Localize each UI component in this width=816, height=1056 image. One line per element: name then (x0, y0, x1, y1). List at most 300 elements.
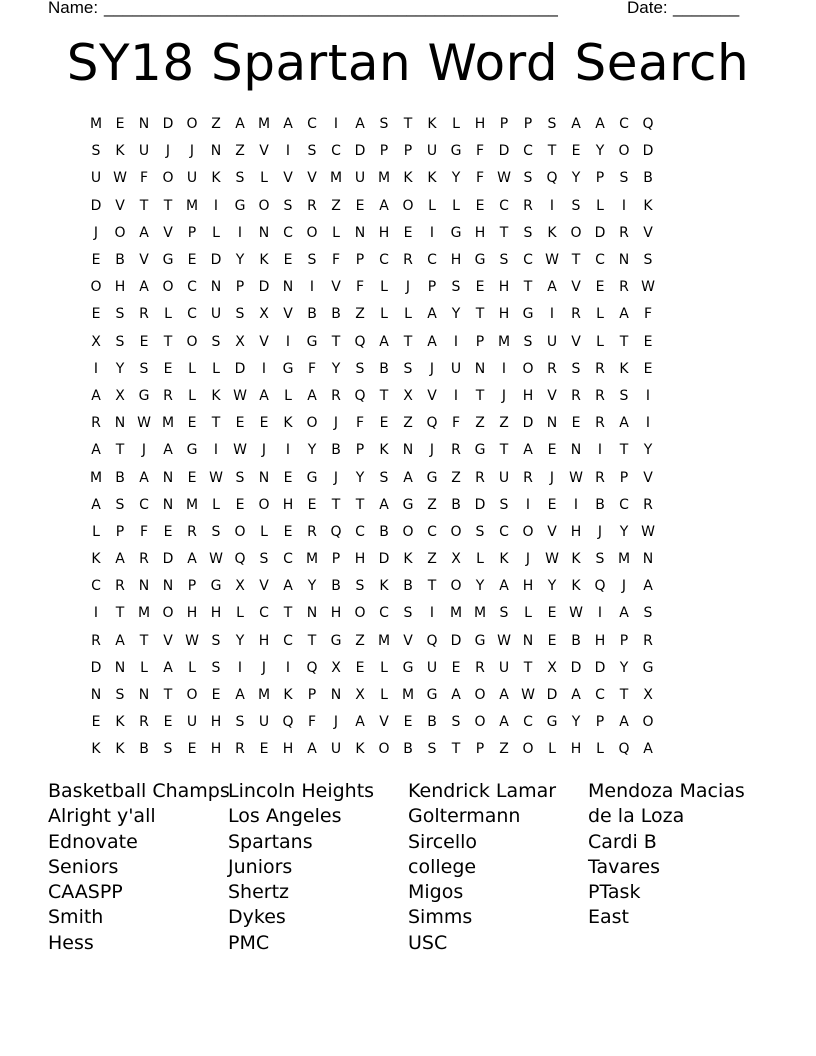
grid-letter: K (211, 170, 221, 187)
grid-letter: B (115, 469, 125, 486)
grid-letter: D (90, 197, 102, 214)
grid-letter: Q (594, 578, 606, 595)
grid-letter: C (619, 496, 629, 513)
grid-letter: I (333, 116, 339, 133)
grid-letter: G (426, 469, 438, 486)
grid-letter: S (211, 333, 221, 350)
grid-letter: S (619, 387, 629, 404)
grid-letter: T (619, 333, 629, 350)
word-list-item: Tavares (588, 855, 660, 878)
grid-letter: G (306, 333, 318, 350)
grid-letter: N (354, 224, 366, 241)
grid-letter: E (403, 224, 413, 241)
grid-letter: Y (307, 442, 317, 459)
grid-letter: X (331, 659, 341, 676)
grid-letter: Q (354, 387, 366, 404)
grid-letter: W (185, 632, 199, 649)
grid-letter: S (571, 197, 581, 214)
grid-letter: Y (571, 170, 581, 187)
grid-letter: O (450, 578, 462, 595)
grid-letter: F (307, 714, 317, 731)
grid-letter: L (596, 741, 604, 758)
grid-letter: T (499, 442, 509, 459)
grid-letter: I (573, 496, 579, 513)
grid-letter: H (570, 741, 582, 758)
grid-letter: I (549, 306, 555, 323)
word-list-column (48, 779, 228, 956)
grid-letter: P (475, 333, 485, 350)
grid-letter: D (378, 551, 390, 568)
grid-letter: V (547, 523, 557, 540)
grid-letter: E (235, 415, 245, 432)
grid-letter: R (595, 415, 605, 432)
grid-letter: P (379, 143, 389, 160)
grid-letter: A (259, 387, 269, 404)
grid-letter: H (474, 224, 486, 241)
grid-letter: E (451, 659, 461, 676)
grid-letter: R (91, 632, 101, 649)
grid-letter: N (546, 415, 558, 432)
grid-letter: L (284, 387, 292, 404)
grid-letter: V (643, 469, 653, 486)
grid-letter: J (93, 224, 99, 241)
grid-letter: A (115, 632, 125, 649)
grid-letter: C (187, 306, 197, 323)
grid-letter: F (355, 279, 365, 296)
grid-letter: R (91, 415, 101, 432)
grid-letter: A (379, 333, 389, 350)
grid-letter: C (307, 116, 317, 133)
grid-letter: T (163, 333, 173, 350)
grid-row (84, 383, 744, 410)
grid-letter: G (450, 143, 462, 160)
grid-letter: W (233, 387, 247, 404)
grid-letter: T (307, 632, 317, 649)
grid-letter: M (401, 687, 415, 704)
grid-row (84, 356, 744, 383)
grid-letter: A (139, 224, 149, 241)
grid-letter: N (522, 632, 534, 649)
grid-letter: Z (427, 496, 437, 513)
grid-letter: L (212, 496, 220, 513)
word-list-item: Shertz (228, 881, 290, 904)
grid-letter: O (570, 224, 582, 241)
grid-letter: J (501, 387, 507, 404)
grid-letter: C (355, 523, 365, 540)
grid-letter: E (115, 116, 125, 133)
grid-letter: P (475, 741, 485, 758)
grid-letter: H (498, 306, 510, 323)
grid-letter: E (91, 252, 101, 269)
grid-letter: Q (618, 741, 630, 758)
grid-row (84, 437, 744, 464)
grid-letter: C (283, 632, 293, 649)
grid-letter: W (545, 551, 559, 568)
grid-letter: Q (546, 170, 558, 187)
grid-row (84, 736, 744, 763)
grid-letter: B (379, 523, 389, 540)
grid-row (84, 193, 744, 220)
grid-letter: J (429, 360, 435, 377)
grid-letter: E (187, 469, 197, 486)
grid-letter: T (355, 496, 365, 513)
grid-letter: O (642, 714, 654, 731)
grid-letter: B (139, 741, 149, 758)
grid-letter: K (403, 551, 413, 568)
grid-letter: X (91, 333, 101, 350)
grid-letter: L (596, 197, 604, 214)
grid-letter: B (403, 741, 413, 758)
grid-row (84, 329, 744, 356)
grid-letter: S (403, 360, 413, 377)
grid-letter: K (499, 551, 509, 568)
grid-letter: G (450, 224, 462, 241)
grid-letter: B (427, 714, 437, 731)
grid-letter: O (258, 496, 270, 513)
grid-letter: E (643, 360, 653, 377)
grid-letter: E (547, 632, 557, 649)
grid-letter: R (595, 469, 605, 486)
grid-letter: S (643, 605, 653, 622)
grid-letter: V (163, 224, 173, 241)
grid-letter: G (474, 252, 486, 269)
grid-letter: T (403, 116, 413, 133)
grid-letter: S (211, 659, 221, 676)
grid-letter: D (354, 143, 366, 160)
date-blank-line: _______ (673, 0, 740, 17)
grid-letter: D (522, 415, 534, 432)
grid-letter: S (211, 523, 221, 540)
grid-letter: P (403, 143, 413, 160)
grid-letter: N (642, 551, 654, 568)
grid-letter: Y (619, 523, 629, 540)
grid-letter: D (594, 224, 606, 241)
grid-letter: P (523, 116, 533, 133)
grid-letter: G (306, 469, 318, 486)
grid-letter: D (570, 659, 582, 676)
grid-letter: J (333, 469, 339, 486)
grid-letter: C (379, 252, 389, 269)
grid-letter: Y (451, 306, 461, 323)
grid-letter: R (163, 387, 173, 404)
grid-row (84, 573, 744, 600)
grid-letter: E (163, 360, 173, 377)
grid-letter: O (474, 714, 486, 731)
grid-letter: N (162, 469, 174, 486)
grid-row (84, 165, 744, 192)
grid-letter: W (497, 632, 511, 649)
grid-letter: S (379, 116, 389, 133)
grid-letter: Z (475, 415, 485, 432)
grid-letter: I (597, 605, 603, 622)
grid-letter: U (138, 143, 150, 160)
name-label: Name: (48, 0, 99, 17)
grid-letter: A (571, 687, 581, 704)
grid-letter: S (355, 578, 365, 595)
grid-letter: M (89, 469, 103, 486)
grid-letter: K (283, 415, 293, 432)
grid-letter: E (283, 469, 293, 486)
grid-letter: A (547, 279, 557, 296)
grid-letter: I (93, 360, 99, 377)
grid-letter: G (186, 442, 198, 459)
grid-letter: E (571, 415, 581, 432)
grid-letter: L (596, 333, 604, 350)
grid-letter: O (114, 224, 126, 241)
grid-letter: O (522, 523, 534, 540)
grid-letter: S (451, 279, 461, 296)
grid-letter: N (258, 469, 270, 486)
grid-letter: T (475, 306, 485, 323)
grid-row (84, 709, 744, 736)
grid-letter: L (380, 659, 388, 676)
grid-letter: Y (307, 578, 317, 595)
grid-row (84, 655, 744, 682)
grid-letter: G (642, 659, 654, 676)
grid-letter: O (162, 605, 174, 622)
grid-letter: O (474, 687, 486, 704)
grid-letter: O (306, 224, 318, 241)
grid-letter: R (547, 360, 557, 377)
grid-letter: Y (235, 632, 245, 649)
word-list-item: East (588, 906, 629, 929)
grid-letter: T (547, 143, 557, 160)
grid-letter: S (355, 360, 365, 377)
grid-letter: Z (499, 741, 509, 758)
grid-letter: D (162, 116, 174, 133)
grid-letter: P (427, 279, 437, 296)
grid-letter: E (91, 714, 101, 731)
grid-letter: U (186, 170, 198, 187)
word-list-column (228, 779, 408, 956)
grid-letter: E (187, 741, 197, 758)
grid-letter: W (641, 523, 655, 540)
grid-letter: N (210, 279, 222, 296)
grid-letter: R (475, 469, 485, 486)
word-list-item: de la Loza (588, 805, 685, 828)
word-list-item: Kendrick Lamar (408, 780, 557, 802)
grid-letter: M (161, 415, 175, 432)
grid-letter: Y (235, 252, 245, 269)
grid-letter: L (92, 523, 100, 540)
grid-letter: O (522, 360, 534, 377)
grid-letter: L (596, 306, 604, 323)
grid-letter: E (643, 333, 653, 350)
grid-letter: L (476, 551, 484, 568)
grid-letter: A (595, 116, 605, 133)
grid-letter: E (235, 496, 245, 513)
grid-letter: L (212, 360, 220, 377)
grid-letter: N (570, 442, 582, 459)
grid-letter: A (91, 496, 101, 513)
grid-letter: P (187, 578, 197, 595)
grid-letter: B (307, 306, 317, 323)
grid-letter: Z (499, 415, 509, 432)
grid-letter: D (594, 659, 606, 676)
grid-row (84, 464, 744, 491)
grid-letter: O (402, 197, 414, 214)
grid-letter: T (619, 687, 629, 704)
grid-letter: B (331, 442, 341, 459)
grid-letter: R (595, 360, 605, 377)
grid-letter: W (521, 687, 535, 704)
grid-letter: Z (331, 197, 341, 214)
grid-letter: J (621, 578, 627, 595)
grid-letter: E (547, 605, 557, 622)
grid-letter: D (234, 360, 246, 377)
grid-letter: J (333, 415, 339, 432)
grid-letter: V (403, 632, 413, 649)
grid-row (84, 546, 744, 573)
grid-letter: L (380, 306, 388, 323)
grid-letter: V (139, 252, 149, 269)
grid-letter: C (283, 224, 293, 241)
grid-letter: X (451, 551, 461, 568)
grid-letter: S (115, 496, 125, 513)
grid-letter: P (187, 224, 197, 241)
grid-letter: S (259, 551, 269, 568)
grid-letter: P (619, 632, 629, 649)
grid-letter: O (618, 143, 630, 160)
grid-letter: A (643, 578, 653, 595)
grid-letter: S (307, 252, 317, 269)
word-list-item: CAASPP (48, 881, 123, 904)
grid-letter: Q (234, 551, 246, 568)
grid-letter: L (188, 360, 196, 377)
grid-letter: V (163, 632, 173, 649)
grid-letter: M (449, 605, 463, 622)
grid-letter: L (404, 306, 412, 323)
grid-letter: L (188, 659, 196, 676)
grid-letter: P (595, 170, 605, 187)
grid-letter: C (523, 714, 533, 731)
grid-letter: X (115, 387, 125, 404)
grid-row (84, 682, 744, 709)
grid-letter: S (499, 496, 509, 513)
grid-letter: M (617, 551, 631, 568)
grid-letter: H (522, 578, 534, 595)
grid-letter: O (402, 523, 414, 540)
grid-letter: S (235, 714, 245, 731)
grid-letter: S (211, 632, 221, 649)
grid-letter: F (355, 415, 365, 432)
grid-letter: A (355, 116, 365, 133)
grid-letter: I (285, 143, 291, 160)
grid-letter: E (547, 496, 557, 513)
grid-letter: Q (426, 632, 438, 649)
grid-letter: Y (571, 714, 581, 731)
grid-letter: C (91, 578, 101, 595)
grid-letter: N (114, 415, 126, 432)
grid-letter: C (595, 687, 605, 704)
grid-letter: H (330, 605, 342, 622)
grid-letter: J (165, 143, 171, 160)
grid-letter: Z (451, 469, 461, 486)
grid-letter: E (163, 523, 173, 540)
grid-letter: A (499, 714, 509, 731)
grid-letter: N (306, 605, 318, 622)
word-list-item: Sircello (408, 830, 478, 853)
grid-letter: Q (282, 714, 294, 731)
grid-letter: N (114, 659, 126, 676)
word-list-item: Ednovate (48, 830, 138, 853)
grid-letter: C (427, 523, 437, 540)
grid-letter: V (283, 306, 293, 323)
grid-letter: E (259, 741, 269, 758)
grid-letter: I (525, 496, 531, 513)
grid-letter: I (429, 224, 435, 241)
grid-letter: J (261, 659, 267, 676)
grid-letter: L (380, 687, 388, 704)
grid-letter: E (283, 252, 293, 269)
grid-letter: I (285, 442, 291, 459)
word-list-item: Seniors (48, 855, 119, 878)
grid-letter: U (330, 741, 342, 758)
grid-letter: O (258, 197, 270, 214)
grid-letter: E (211, 687, 221, 704)
grid-letter: Y (595, 143, 605, 160)
grid-letter: I (549, 197, 555, 214)
grid-letter: S (523, 224, 533, 241)
grid-letter: I (597, 442, 603, 459)
grid-letter: A (355, 714, 365, 731)
grid-letter: I (261, 360, 267, 377)
grid-letter: N (138, 116, 150, 133)
grid-letter: M (185, 197, 199, 214)
grid-letter: S (235, 306, 245, 323)
grid-letter: V (115, 197, 125, 214)
grid-letter: X (259, 306, 269, 323)
grid-letter: T (115, 605, 125, 622)
grid-letter: G (474, 442, 486, 459)
grid-letter: H (378, 224, 390, 241)
grid-letter: D (90, 659, 102, 676)
grid-letter: O (186, 116, 198, 133)
header-line (48, 0, 748, 19)
grid-letter: C (331, 143, 341, 160)
grid-letter: K (91, 741, 101, 758)
grid-letter: Z (355, 632, 365, 649)
grid-letter: C (139, 496, 149, 513)
grid-letter: G (546, 714, 558, 731)
grid-letter: E (547, 442, 557, 459)
word-list-item: PMC (228, 931, 270, 954)
grid-letter: J (261, 442, 267, 459)
grid-letter: N (474, 360, 486, 377)
grid-letter: S (523, 170, 533, 187)
grid-letter: A (643, 741, 653, 758)
grid-letter: S (403, 605, 413, 622)
grid-letter: O (354, 605, 366, 622)
grid-letter: L (260, 170, 268, 187)
grid-letter: F (139, 170, 149, 187)
grid-letter: P (115, 523, 125, 540)
grid-letter: A (427, 306, 437, 323)
grid-letter: O (450, 523, 462, 540)
grid-letter: F (331, 252, 341, 269)
grid-letter: A (619, 306, 629, 323)
grid-letter: E (307, 496, 317, 513)
grid-letter: P (235, 279, 245, 296)
grid-letter: D (210, 252, 222, 269)
grid-letter: R (643, 632, 653, 649)
grid-letter: K (427, 170, 437, 187)
word-list-item: Juniors (228, 855, 293, 878)
grid-letter: I (285, 659, 291, 676)
grid-letter: S (427, 741, 437, 758)
grid-letter: T (331, 333, 341, 350)
grid-letter: T (523, 659, 533, 676)
